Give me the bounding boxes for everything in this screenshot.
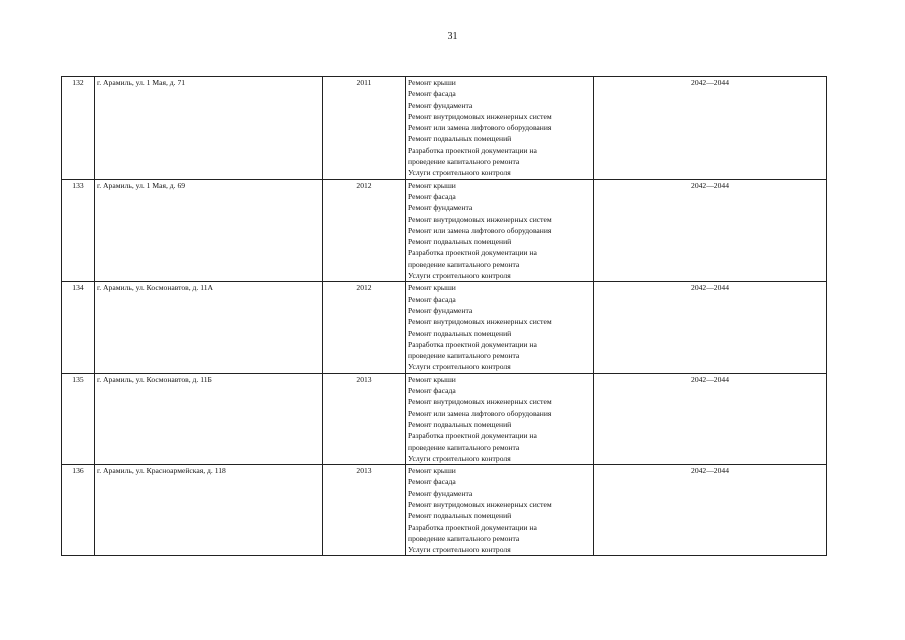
work-item: проведение капитального ремонта [408,351,520,361]
work-item: проведение капитального ремонта [408,533,520,543]
work-item: Ремонт фундамента [408,203,473,213]
work-item: Ремонт или замена лифтового оборудования [408,225,552,235]
work-item: Ремонт фасада [408,191,456,201]
work-item: Ремонт внутридомовых инженерных систем [408,214,552,224]
work-item: проведение капитального ремонта [408,442,520,452]
work-item: Ремонт фасада [408,294,456,304]
work-item: Ремонт крыши [408,374,456,384]
work-item: Ремонт подвальных помещений [408,237,512,247]
work-item: Услуги строительного контроля [408,453,511,463]
work-item: Услуги строительного контроля [408,168,511,178]
work-item: Ремонт крыши [408,466,456,476]
work-item: Услуги строительного контроля [408,362,511,372]
work-item: Ремонт фасада [408,477,456,487]
row-number: 136 [62,465,95,556]
work-item: Разработка проектной документации на [408,339,537,349]
row-number: 133 [62,179,95,282]
table-row [62,179,827,282]
work-item: Ремонт фундамента [408,100,473,110]
work-item: Ремонт подвальных помещений [408,511,512,521]
row-address: г. Арамиль, ул. 1 Мая, д. 69 [95,179,323,282]
work-item: Услуги строительного контроля [408,545,511,555]
row-works [406,373,594,464]
work-item: проведение капитального ремонта [408,157,520,167]
row-address: г. Арамиль, ул. Космонавтов, д. 11А [95,282,323,373]
table-body [62,77,827,556]
work-item: Ремонт внутридомовых инженерных систем [408,317,552,327]
row-number: 135 [62,373,95,464]
row-number: 132 [62,77,95,180]
row-year: 2012 [323,179,406,282]
row-address: г. Арамиль, ул. Красноармейская, д. 118 [95,465,323,556]
work-item: Ремонт фундамента [408,488,473,498]
work-item: Ремонт крыши [408,180,456,190]
work-item: Разработка проектной документации на [408,522,537,532]
page-number: 31 [447,31,458,42]
work-item: Ремонт или замена лифтового оборудования [408,408,552,418]
work-item: Ремонт внутридомовых инженерных систем [408,397,552,407]
row-year: 2013 [323,465,406,556]
capital-repair-table [61,76,827,556]
work-item: Ремонт подвальных помещений [408,419,512,429]
work-item: Ремонт внутридомовых инженерных систем [408,111,552,121]
work-item: Ремонт подвальных помещений [408,134,512,144]
row-year: 2011 [323,77,406,180]
row-period: 2042—2044 [594,282,827,373]
work-item: Ремонт фундамента [408,305,473,315]
row-address: г. Арамиль, ул. Космонавтов, д. 11Б [95,373,323,464]
row-number: 134 [62,282,95,373]
work-item: Разработка проектной документации на [408,248,537,258]
row-period: 2042—2044 [594,77,827,180]
table-row [62,77,827,180]
row-period: 2042—2044 [594,373,827,464]
work-item: Разработка проектной документации на [408,145,537,155]
work-item: Ремонт крыши [408,78,456,87]
row-works [406,282,594,373]
table-row [62,282,827,373]
row-period: 2042—2044 [594,465,827,556]
work-item: Ремонт подвальных помещений [408,328,512,338]
work-item: Ремонт фасада [408,386,456,396]
work-item: Ремонт фасада [408,89,456,99]
table-row [62,465,827,556]
row-year: 2012 [323,282,406,373]
row-period: 2042—2044 [594,179,827,282]
row-address: г. Арамиль, ул. 1 Мая, д. 71 [95,77,323,180]
work-item: Услуги строительного контроля [408,271,511,281]
row-works [406,465,594,556]
row-works [406,179,594,282]
table-row [62,373,827,464]
work-item: Ремонт крыши [408,283,456,293]
row-year: 2013 [323,373,406,464]
work-item: проведение капитального ремонта [408,259,520,269]
row-works [406,77,594,180]
work-item: Ремонт или замена лифтового оборудования [408,123,552,133]
work-item: Разработка проектной документации на [408,431,537,441]
work-item: Ремонт внутридомовых инженерных систем [408,499,552,509]
